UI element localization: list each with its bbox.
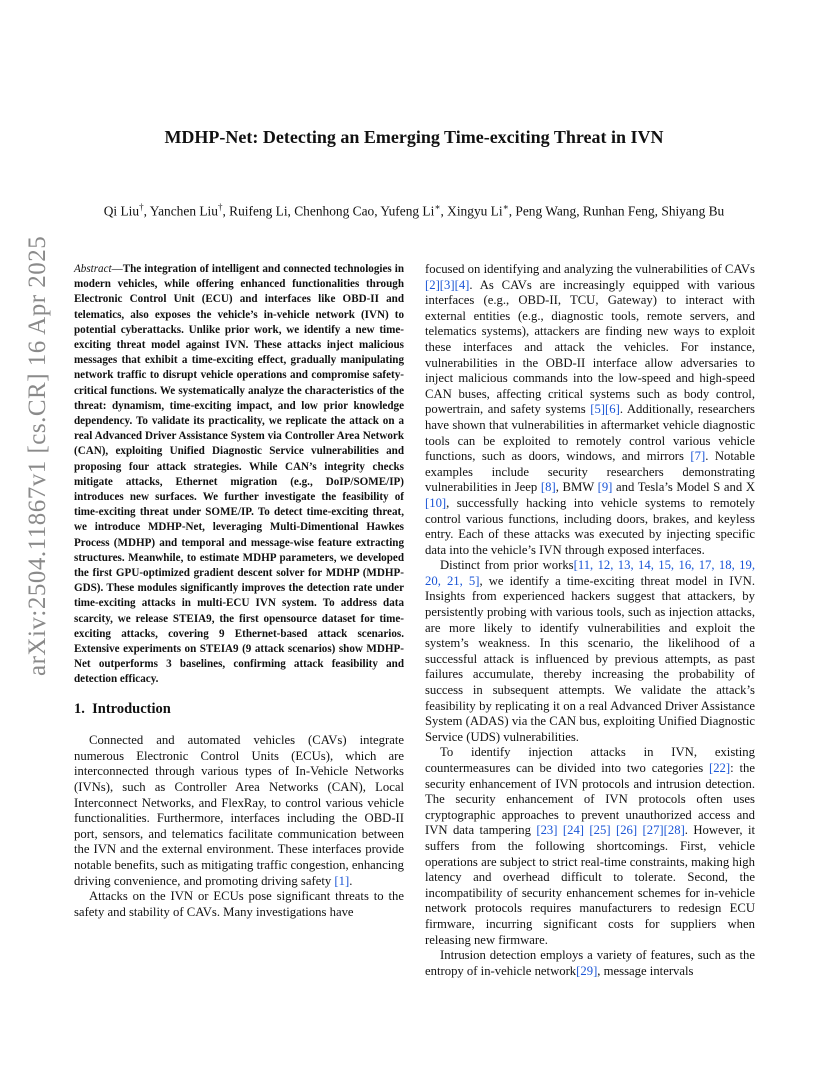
abstract (74, 262, 404, 688)
citation-link[interactable]: [9] (597, 480, 613, 495)
paragraph-text: , successfully hacking into vehicle systems to remotely control various functions, including doors, brakes, and keyless entry. Each of these attacks was executed by injecting specific data into the vehicle’s IVN through exposed interfaces. (425, 495, 755, 557)
citation-link[interactable]: [29] (576, 963, 598, 978)
left-column (74, 262, 404, 920)
section-title: Introduction (92, 700, 171, 717)
citation-link[interactable]: [1] (334, 873, 350, 888)
paragraph-text: , we identify a time-exciting threat model in IVN. Insights from experienced hackers suggest that attackers, by persistently probing with various tools, such as injection attacks, are more likely to identify vulnerabilities and exploit the system’s weakness. In this scenario, the likelihood of a successful attack is influenced by previous attempts, as past failures accumulate, thereby increasing the probability of success in subsequent attempts. We validate the attack’s feasibility by replicating it on a real Advanced Driver Assistance System (ADAS) via the CAN bus, exploiting Unified Diagnostic Service (UDS) vulnerabilities. (425, 573, 755, 744)
citation-link[interactable]: [11, 12, 13, 14, 15, 16, 17, 18, 19, 20, 21, 5] (425, 558, 755, 588)
dagger-mark: † (139, 202, 144, 212)
section-heading-introduction (74, 702, 404, 718)
paragraph-text: : the security enhancement of IVN protocols and intrusion detection. The security enhancement of IVN protocols often uses cryptographic approaches to prevent unauthorized access and IVN data tampering (425, 761, 755, 838)
citation-link[interactable]: [22] (708, 761, 731, 775)
paragraph-text: . Additionally, researchers have shown that vulnerabilities in aftermarket vehicle diagnostic tools can be exploited to remotely control various vehicle functions, such as doors, windows, and mirrors (425, 402, 755, 464)
author-group-2: , Peng Wang, Runhan Feng, Shiyang Bu (508, 203, 725, 219)
abstract-dash: — (111, 263, 123, 275)
intro-paragraph-4 (425, 745, 755, 948)
asterisk-mark: ∗ (502, 202, 509, 212)
paragraph-text: . (349, 873, 353, 888)
paragraph-text: Intrusion detection employs a variety of features, such as the entropy of in-vehicle network (425, 948, 755, 978)
author-qi-liu: Qi Liu (103, 203, 140, 219)
section-number: 1. (74, 700, 85, 717)
intro-paragraph-2 (74, 889, 404, 920)
asterisk-mark: ∗ (434, 202, 441, 212)
paragraph-text: , message intervals (597, 963, 694, 978)
intro-paragraph-continued (425, 262, 755, 558)
intro-paragraph-5 (425, 948, 755, 979)
abstract-text: The integration of intelligent and connected technologies in modern vehicles, while offering enhanced functionalities through Electronic Control Unit (ECU) and interfaces like OBD-II and telematics, also exposes the vehicle’s in-vehicle network (IVN) to potential cyberattacks. Unlike prior work, we identify a new time-exciting threat model against IVN. These attacks inject malicious messages that exhibit a time-exciting effect, gradually manipulating network traffic to disrupt vehicle operations and compromise safety-critical functions. We systematically analyze the characteristics of the threat: dynamism, time-exciting impact, and low prior knowledge dependency. To validate its practicality, we replicate the attack on a real Advanced Driver Assistance System via Controller Area Network (CAN), exploiting Unified Diagnostic Service vulnerabilities and proposing four attack strategies. While CAN’s integrity checks mitigate attacks, Ethernet migration (e.g., DoIP/SOME/IP) introduces new surfaces. We further investigate the feasibility of time-exciting threat under SOME/IP. To detect time-exciting threat, we introduce MDHP-Net, leveraging Multi-Dimentional Hawkes Process (MDHP) and temporal and message-wise feature extracting structures. Meanwhile, to estimate MDHP parameters, we developed the first GPU-optimized gradient descent solver for MDHP (MDHP-GDS). These modules significantly improves the detection rate under time-exciting attacks in multi-ECU IVN system. To address data scarcity, we release STEIA9, the first opensource dataset for time-exciting attacks, covering 9 Ethernet-based attack scenarios. Extensive experiments on STEIA9 (9 attack scenarios) show MDHP-Net outperforms 3 baselines, confirming attack feasibility and detection efficacy. (74, 263, 404, 686)
citation-link[interactable]: [5][6] (590, 402, 620, 417)
paragraph-text: To identify injection attacks in IVN, existing countermeasures can be divided into two categories (425, 745, 755, 775)
dagger-mark: † (217, 202, 223, 212)
author-xingyu-li: , Xingyu Li (440, 203, 503, 219)
intro-paragraph-3 (425, 558, 755, 745)
right-column (425, 262, 755, 979)
intro-paragraph-1 (74, 733, 404, 889)
author-group-1: , Ruifeng Li, Chenhong Cao, Yufeng Li (222, 203, 435, 219)
paragraph-text: . As CAVs are increasingly equipped with various interfaces (e.g., OBD-II, TCU, Gateway) to interact with external entities (e.g., diagnostic tools, remote servers, and telematics systems), attackers are finding new ways to exploit these interfaces and attack the vehicles. For instance, vulnerabilities in the OBD-II interface allow adversaries to inject malicious commands into the low-speed and high-speed CAN buses, affecting critical systems such as body control, powertrain, and safety systems (425, 277, 755, 417)
arxiv-stamp: arXiv:2504.11867v1 [cs.CR] 16 Apr 2025 (24, 235, 51, 676)
author-list (0, 202, 828, 219)
citation-link[interactable]: [8] (540, 480, 556, 495)
paragraph-text: and Tesla’s Model S and X (612, 480, 755, 495)
paragraph-text: . Notable examples include security researchers demonstrating vulnerabilities in Jeep (425, 449, 755, 495)
author-yanchen-liu: , Yanchen Liu (143, 203, 218, 219)
citation-link[interactable]: [2][3][4] (425, 277, 470, 292)
citation-link[interactable]: [23] [24] [25] [26] [27][28] (536, 823, 685, 838)
citation-link[interactable]: [7] (690, 449, 706, 464)
paragraph-text: , BMW (555, 480, 598, 495)
paragraph-text: . However, it suffers from the following shortcomings. First, vehicle operations are subject to strict real-time constraints, making high latency and overhead difficult to tolerate. Second, the incompatibility of security enhancement schemes for in-vehicle network protocols requires manufacturers to redesign ECU firmware, incurring significant costs for suppliers when releasing new firmware. (425, 823, 755, 947)
paragraph-text: Attacks on the IVN or ECUs pose significant threats to the safety and stability of CAVs. Many investigations have (74, 889, 404, 919)
paper-title: MDHP-Net: Detecting an Emerging Time-exciting Threat in IVN (164, 127, 664, 147)
paragraph-text: Connected and automated vehicles (CAVs) integrate numerous Electronic Control Units (ECUs), which are interconnected through various types of In-Vehicle Networks (IVNs), such as Controller Area Networks (CAN), Local Interconnect Networks, and FlexRay, to control various vehicle functionalities. Furthermore, interfaces including the OBD-II port, sensors, and telematics facilitate communication between the IVN and the external environment. These interfaces provide notable benefits, such as mitigating traffic congestion, enhancing driving convenience, and promoting driving safety (74, 733, 404, 888)
paragraph-text: focused on identifying and analyzing the vulnerabilities of CAVs (425, 262, 755, 276)
paragraph-text: Distinct from prior works (440, 558, 574, 573)
citation-link[interactable]: [10] (425, 495, 447, 510)
abstract-label: Abstract (74, 263, 112, 275)
